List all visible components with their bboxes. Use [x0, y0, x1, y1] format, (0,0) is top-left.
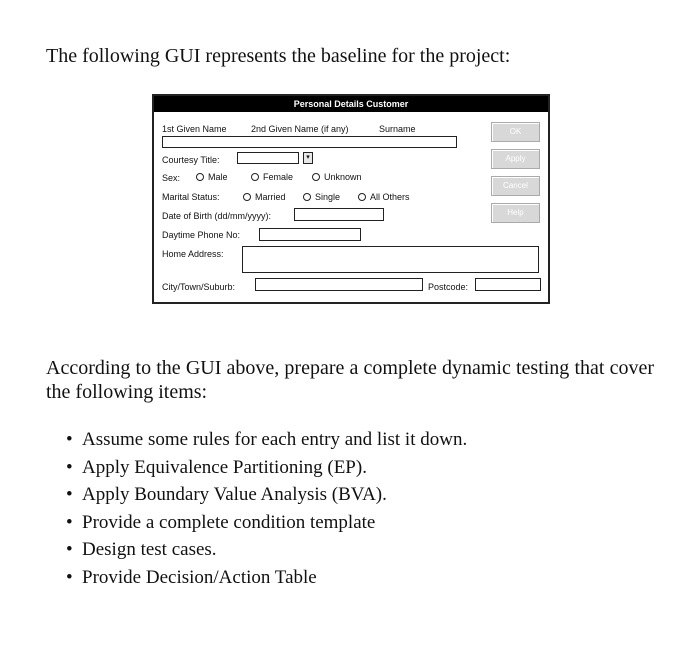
marital-single-radio[interactable] [303, 192, 340, 202]
courtesy-title-select[interactable] [237, 152, 299, 164]
intro-text: The following GUI represents the baseline for the project: [46, 45, 511, 67]
bullet-icon: • [66, 566, 73, 588]
sex-unknown-radio[interactable] [312, 172, 362, 182]
dialog-title: Personal Details Customer [154, 96, 548, 112]
marital-single-label: Single [315, 192, 341, 202]
list-item: • Provide Decision/Action Table [66, 566, 317, 588]
marital-status-label: Marital Status: [162, 192, 220, 202]
marital-married-radio[interactable] [243, 192, 286, 202]
home-address-label: Home Address: [162, 249, 224, 259]
bullet-icon: • [66, 484, 73, 505]
date-of-birth-label: Date of Birth (dd/mm/yyyy): [162, 211, 272, 221]
ok-button[interactable]: OK [491, 122, 540, 142]
list-item: • Apply Equivalence Partitioning (EP). [66, 456, 367, 478]
sex-female-label: Female [263, 172, 294, 182]
bullet-icon: • [66, 511, 73, 533]
date-of-birth-input[interactable] [294, 208, 384, 221]
first-given-name-label: 1st Given Name [162, 124, 227, 134]
list-item: • Apply Boundary Value Analysis (BVA). [66, 484, 387, 505]
sex-label: Sex: [162, 173, 181, 183]
radio-circle-icon [303, 193, 311, 201]
sex-male-label: Male [208, 172, 228, 182]
second-given-name-label: 2nd Given Name (if any) [251, 124, 349, 134]
radio-circle-icon [312, 173, 320, 181]
radio-circle-icon [243, 193, 251, 201]
surname-label: Surname [379, 124, 416, 134]
marital-others-radio[interactable] [358, 192, 410, 202]
sex-female-radio[interactable] [251, 172, 293, 182]
courtesy-title-label: Courtesy Title: [162, 155, 220, 165]
radio-circle-icon [251, 173, 259, 181]
marital-others-label: All Others [370, 192, 410, 202]
bullet-icon: • [66, 429, 73, 450]
apply-button[interactable]: Apply [491, 149, 540, 169]
personal-details-dialog [152, 94, 550, 304]
sex-unknown-label: Unknown [324, 172, 362, 182]
home-address-input[interactable] [242, 246, 539, 273]
city-label: City/Town/Suburb: [162, 282, 236, 292]
name-input[interactable] [162, 136, 457, 148]
marital-married-label: Married [255, 192, 286, 202]
sex-male-radio[interactable] [196, 172, 228, 182]
daytime-phone-input[interactable] [259, 228, 361, 241]
postcode-input[interactable] [475, 278, 541, 291]
daytime-phone-label: Daytime Phone No: [162, 230, 241, 240]
instructions-paragraph: According to the GUI above, prepare a complete dynamic testing that cover the following items: [46, 357, 654, 403]
list-item: • Provide a complete condition template [66, 511, 376, 533]
bullet-icon: • [66, 539, 73, 560]
requirements-list [66, 428, 467, 593]
help-button[interactable]: Help [491, 203, 540, 223]
dropdown-arrow-icon[interactable]: ▾ [303, 152, 313, 164]
postcode-label: Postcode: [428, 282, 469, 292]
city-input[interactable] [255, 278, 423, 291]
list-item: • Design test cases. [66, 539, 217, 560]
bullet-icon: • [66, 456, 73, 478]
radio-circle-icon [196, 173, 204, 181]
list-item: • Assume some rules for each entry and list it down. [66, 429, 468, 450]
cancel-button[interactable]: Cancel [491, 176, 540, 196]
radio-circle-icon [358, 193, 366, 201]
